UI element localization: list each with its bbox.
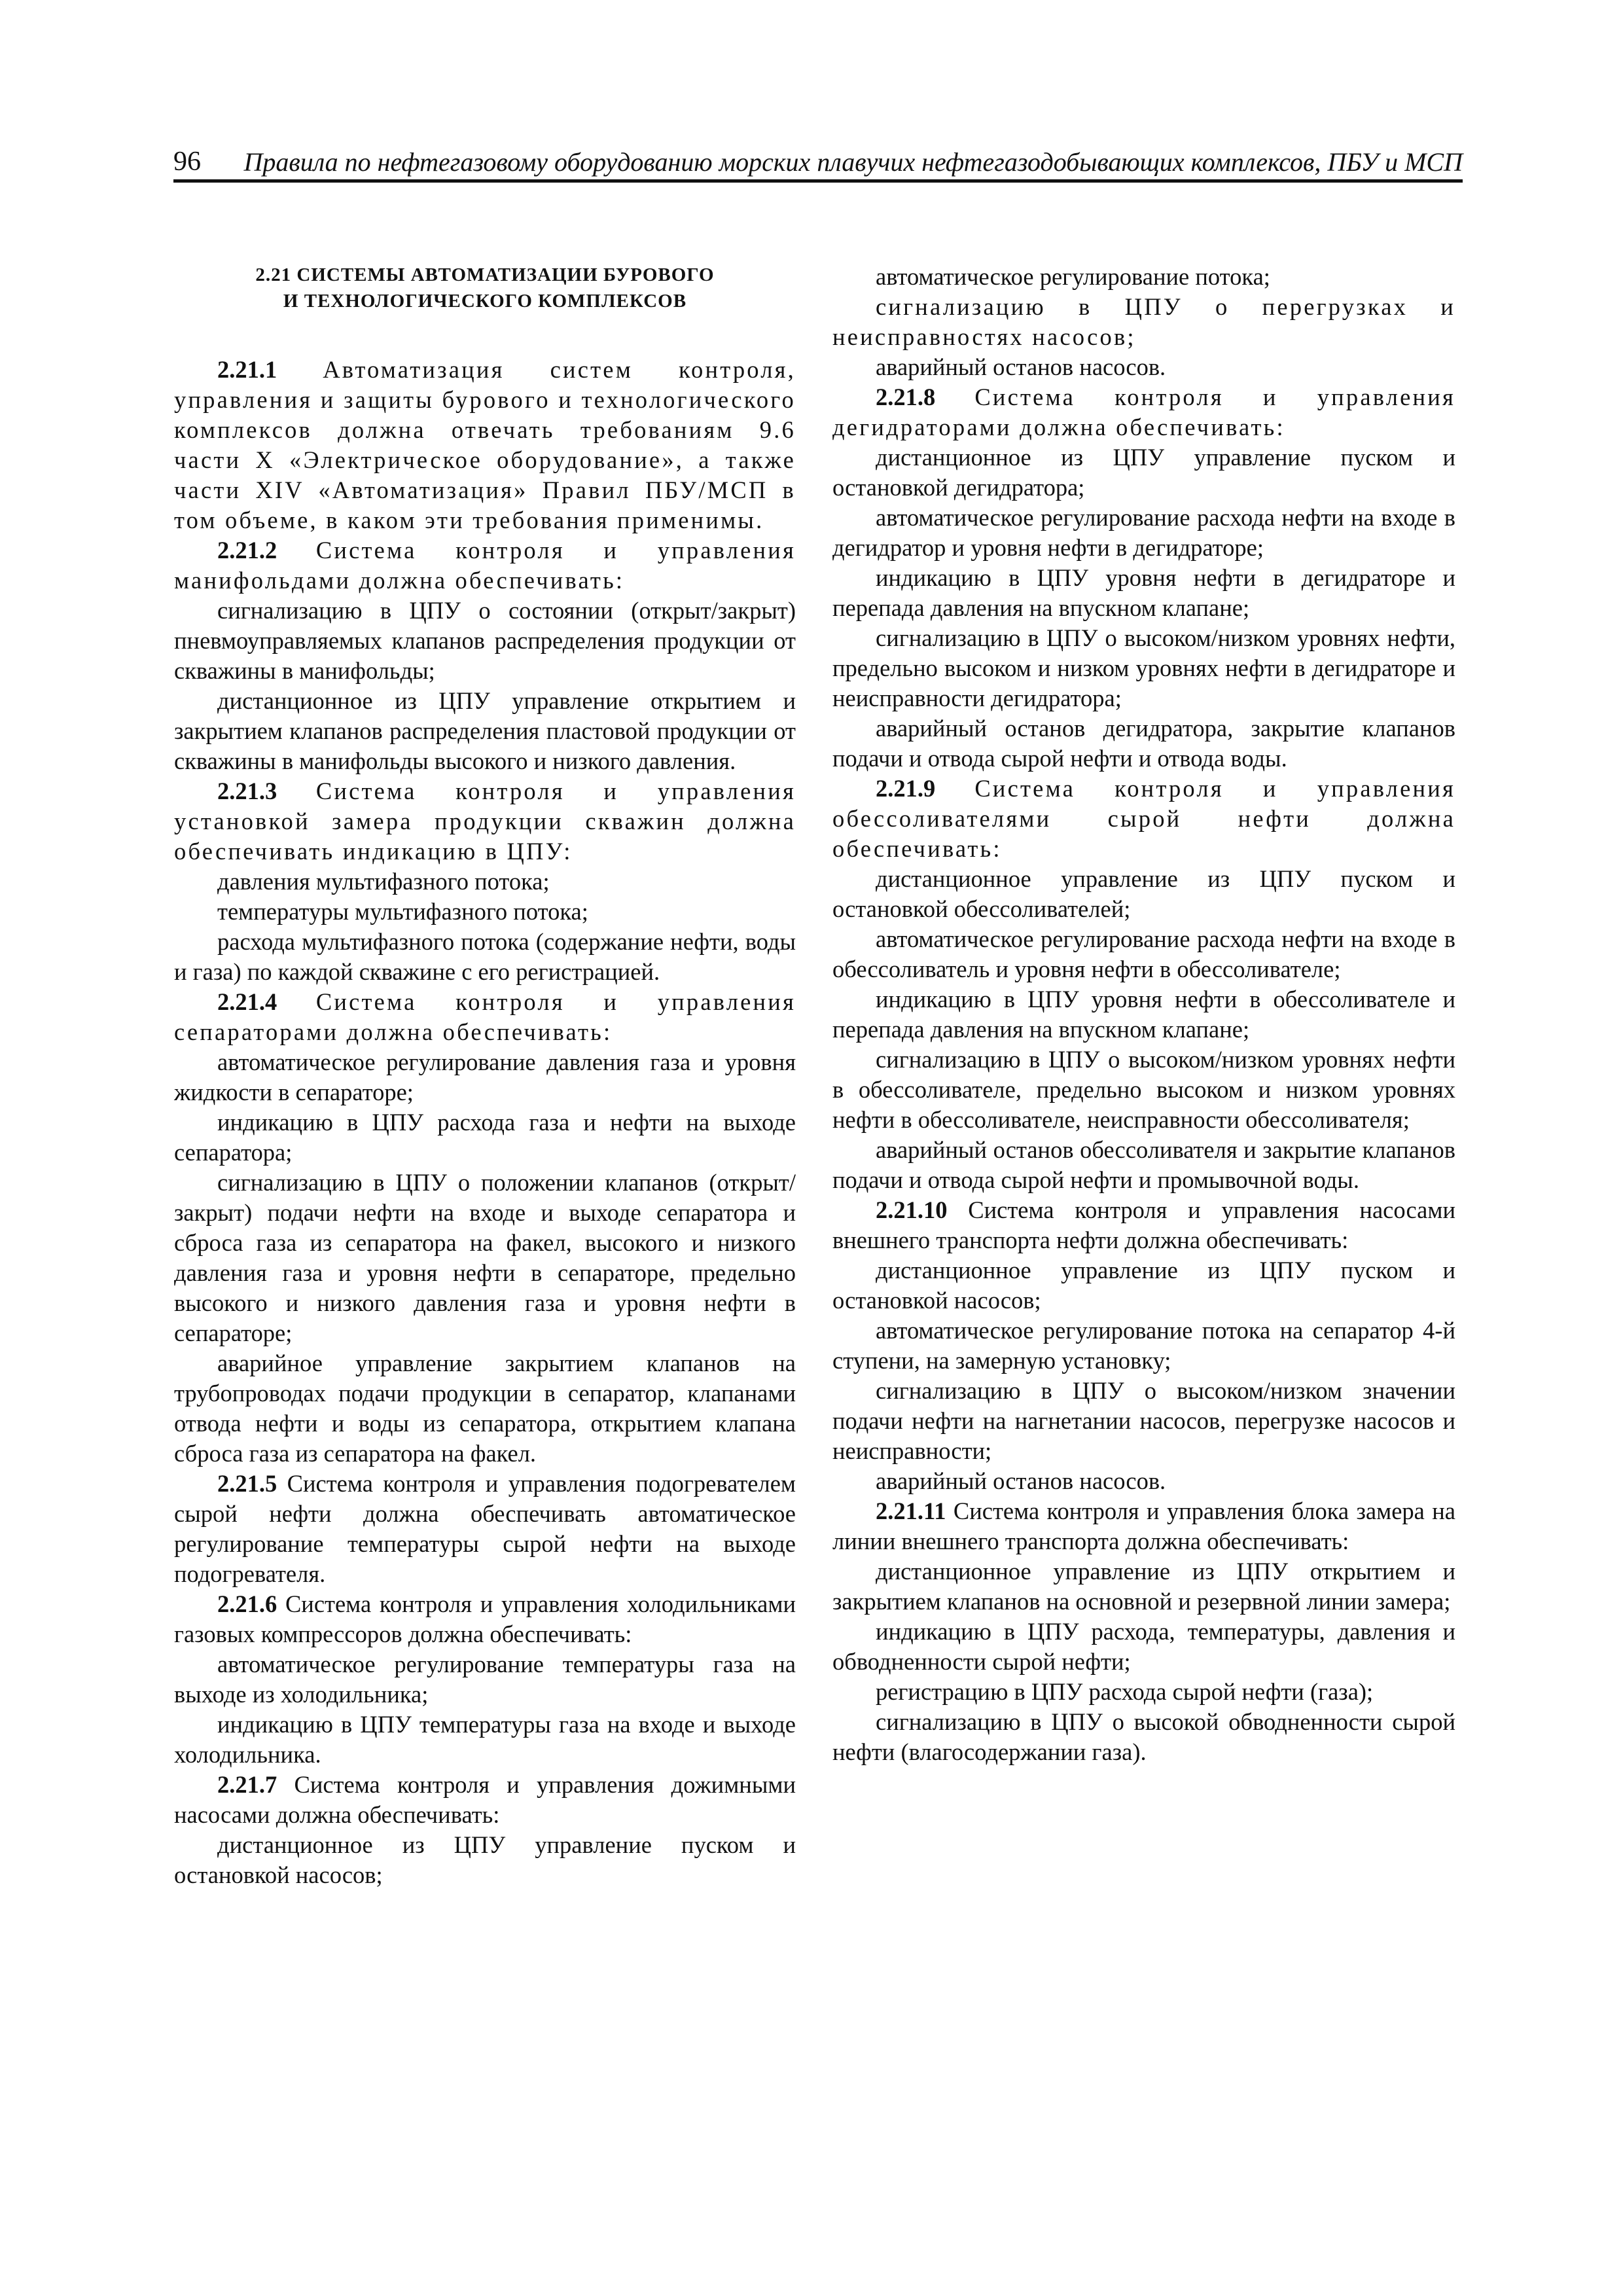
paragraph-text: дистанционное из ЦПУ управление пуском и остановкой насосов; (174, 1831, 796, 1888)
paragraph (832, 1556, 1455, 1617)
paragraph (174, 1710, 796, 1770)
paragraph-text: Система контроля и управления дегидраторами должна обеспечивать: (832, 384, 1455, 440)
paragraph-text: аварийный останов насосов. (876, 1467, 1166, 1494)
paragraph-text: индикацию в ЦПУ расхода, температуры, давления и обводненности сырой нефти; (832, 1618, 1455, 1675)
paragraph-text: регистрацию в ЦПУ расхода сырой нефти (газа); (876, 1678, 1374, 1705)
paragraph-text: автоматическое регулирование температуры газа на выходе из холодильника; (174, 1651, 796, 1708)
paragraph (832, 1617, 1455, 1677)
clause-number: 2.21.5 (217, 1470, 277, 1497)
paragraph-text: Система контроля и управления установкой замера продукции скважин должна обеспечивать индикацию в ЦПУ: (174, 778, 796, 865)
paragraph (832, 1316, 1455, 1376)
paragraph-text: сигнализацию в ЦПУ о высоком/низком значении подачи нефти на нагнетании насосов, перегрузке насосов и неисправности; (832, 1377, 1455, 1464)
paragraph (174, 776, 796, 867)
paragraph (832, 1496, 1455, 1556)
paragraph (832, 262, 1455, 292)
section-title (174, 262, 796, 314)
clause-number: 2.21.4 (217, 988, 277, 1015)
clause-number: 2.21.3 (217, 778, 277, 804)
paragraph-text: автоматическое регулирование давления газа и уровня жидкости в сепараторе; (174, 1049, 796, 1105)
paragraph-text: Система контроля и управления дожимными насосами должна обеспечивать: (174, 1771, 796, 1828)
paragraph-text: Система контроля и управления обессоливателями сырой нефти должна обеспечивать: (832, 775, 1455, 862)
paragraph (832, 1707, 1455, 1767)
paragraph (174, 927, 796, 987)
paragraph (174, 1107, 796, 1168)
right-column (832, 262, 1455, 1767)
paragraph-text: сигнализацию в ЦПУ о перегрузках и неисправностях насосов; (832, 293, 1455, 350)
paragraph-text: температуры мультифазного потока; (217, 898, 588, 925)
clause-number: 2.21.1 (217, 356, 277, 383)
paragraph-text: автоматическое регулирование расхода нефти на входе в обессоливатель и уровня нефти в обессоливателе; (832, 925, 1455, 982)
paragraph-text: дистанционное из ЦПУ управление пуском и остановкой дегидратора; (832, 444, 1455, 501)
paragraph-text: Автоматизация систем контроля, управления и защиты бурового и технологического комплексов должна отвечать требованиям 9.6 части X «Электрическое оборудование», а также части XIV «Автоматизация» Правил ПБУ/МСП в том объеме, в каком эти требования применимы. (174, 356, 796, 533)
paragraph-text: дистанционное управление из ЦПУ пуском и остановкой насосов; (832, 1257, 1455, 1314)
paragraph (832, 292, 1455, 352)
paragraph (174, 1469, 796, 1589)
clause-number: 2.21.10 (876, 1196, 948, 1223)
clause-number: 2.21.8 (876, 384, 936, 410)
paragraph (174, 1649, 796, 1710)
paragraph-text: индикацию в ЦПУ уровня нефти в дегидраторе и перепада давления на впускном клапане; (832, 564, 1455, 621)
clause-number: 2.21.9 (876, 775, 936, 802)
paragraph (832, 382, 1455, 442)
paragraph-text: Система контроля и управления манифольдами должна обеспечивать: (174, 537, 796, 594)
paragraph-text: сигнализацию в ЦПУ о высокой обводненности сырой нефти (влагосодержании газа). (832, 1708, 1455, 1765)
paragraph (174, 596, 796, 686)
clause-number: 2.21.6 (217, 1590, 277, 1617)
paragraph (174, 355, 796, 535)
paragraph-text: расхода мультифазного потока (содержание нефти, воды и газа) по каждой скважине с его регистрацией. (174, 928, 796, 985)
paragraph-text: сигнализацию в ЦПУ о высоком/низком уровнях нефти, предельно высоком и низком уровнях нефти в дегидраторе и неисправности дегидратора; (832, 624, 1455, 711)
paragraph-text: сигнализацию в ЦПУ о высоком/низком уровнях нефти в обессоливателе, предельно высоком и низком уровнях нефти в обессоливателе, неисправности обессоливателя; (832, 1046, 1455, 1133)
paragraph-text: индикацию в ЦПУ уровня нефти в обессоливателе и перепада давления на впускном клапане; (832, 986, 1455, 1043)
paragraph-text: автоматическое регулирование расхода нефти на входе в дегидратор и уровня нефти в дегидраторе; (832, 504, 1455, 561)
paragraph-text: сигнализацию в ЦПУ о положении клапанов (открыт/закрыт) подачи нефти на входе и выходе сепаратора и сброса газа из сепаратора на факел, высокого и низкого давления газа и уровня нефти в сепараторе, предельно высокого и низкого давления газа и уровня нефти в сепараторе; (174, 1169, 796, 1346)
paragraph (832, 864, 1455, 924)
paragraph-text: индикацию в ЦПУ расхода газа и нефти на выходе сепаратора; (174, 1109, 796, 1166)
paragraph-text: аварийное управление закрытием клапанов на трубопроводах подачи продукции в сепаратор, клапанами отвода нефти и воды из сепаратора, открытием клапана сброса газа из сепаратора на факел. (174, 1350, 796, 1467)
clause-number: 2.21.2 (217, 537, 277, 564)
paragraph (174, 1589, 796, 1649)
paragraph (174, 1830, 796, 1890)
section-title-line1: 2.21 СИСТЕМЫ АВТОМАТИЗАЦИИ БУРОВОГО (255, 264, 715, 285)
clause-number: 2.21.11 (876, 1498, 946, 1524)
running-title: Правила по нефтегазовому оборудованию морских плавучих нефтегазодобывающих комплексов, ПБУ и МСП (243, 147, 1463, 177)
paragraph (832, 774, 1455, 864)
paragraph (174, 987, 796, 1047)
section-title-line2: И ТЕХНОЛОГИЧЕСКОГО КОМПЛЕКСОВ (283, 291, 687, 312)
paragraph-text: Система контроля и управления сепараторами должна обеспечивать: (174, 988, 796, 1045)
paragraph (174, 1770, 796, 1830)
paragraph-text: Система контроля и управления холодильниками газовых компрессоров должна обеспечивать: (174, 1590, 796, 1647)
paragraph (832, 1376, 1455, 1466)
paragraph-text: аварийный останов дегидратора, закрытие клапанов подачи и отвода сырой нефти и отвода воды. (832, 715, 1455, 772)
paragraph-text: Система контроля и управления насосами внешнего транспорта нефти должна обеспечивать: (832, 1196, 1455, 1253)
paragraph (832, 1466, 1455, 1496)
paragraph (832, 563, 1455, 623)
paragraph-text: автоматическое регулирование потока; (876, 263, 1270, 290)
left-column (174, 262, 796, 1890)
paragraph (174, 897, 796, 927)
paragraph (174, 1348, 796, 1469)
paragraph (832, 984, 1455, 1045)
paragraph (174, 1047, 796, 1107)
paragraph (174, 867, 796, 897)
paragraph-text: автоматическое регулирование потока на сепаратор 4-й ступени, на замерную установку; (832, 1317, 1455, 1374)
paragraph-text: Система контроля и управления подогревателем сырой нефти должна обеспечивать автоматическое регулирование температуры сырой нефти на выходе подогревателя. (174, 1470, 796, 1587)
paragraph-text: дистанционное управление из ЦПУ пуском и остановкой обессоливателей; (832, 865, 1455, 922)
paragraph (832, 1135, 1455, 1195)
paragraph (832, 1045, 1455, 1135)
paragraph (174, 1168, 796, 1348)
paragraph (832, 1195, 1455, 1255)
paragraph-text: сигнализацию в ЦПУ о состоянии (открыт/закрыт) пневмоуправляемых клапанов распределения продукции от скважины в манифольды; (174, 597, 796, 684)
paragraph (832, 1677, 1455, 1707)
paragraph (832, 1255, 1455, 1316)
paragraph (832, 713, 1455, 774)
paragraph-text: аварийный останов насосов. (876, 353, 1166, 380)
paragraph-text: аварийный останов обессоливателя и закрытие клапанов подачи и отвода сырой нефти и промывочной воды. (832, 1136, 1455, 1193)
paragraph-text: давления мультифазного потока; (217, 868, 550, 895)
page-number: 96 (173, 147, 201, 177)
page-header (173, 145, 1463, 183)
paragraph (832, 442, 1455, 503)
paragraph (174, 686, 796, 776)
paragraph-text: индикацию в ЦПУ температуры газа на входе и выходе холодильника. (174, 1711, 796, 1768)
paragraph-text: дистанционное из ЦПУ управление открытием и закрытием клапанов распределения пластовой продукции от скважины в манифольды высокого и низкого давления. (174, 687, 796, 774)
paragraph (832, 924, 1455, 984)
paragraph (832, 623, 1455, 713)
paragraph-text: Система контроля и управления блока замера на линии внешнего транспорта должна обеспечивать: (832, 1498, 1455, 1554)
paragraph (832, 503, 1455, 563)
paragraph-text: дистанционное управление из ЦПУ открытием и закрытием клапанов на основной и резервной линии замера; (832, 1558, 1455, 1615)
clause-number: 2.21.7 (217, 1771, 277, 1798)
paragraph (174, 535, 796, 596)
paragraph (832, 352, 1455, 382)
